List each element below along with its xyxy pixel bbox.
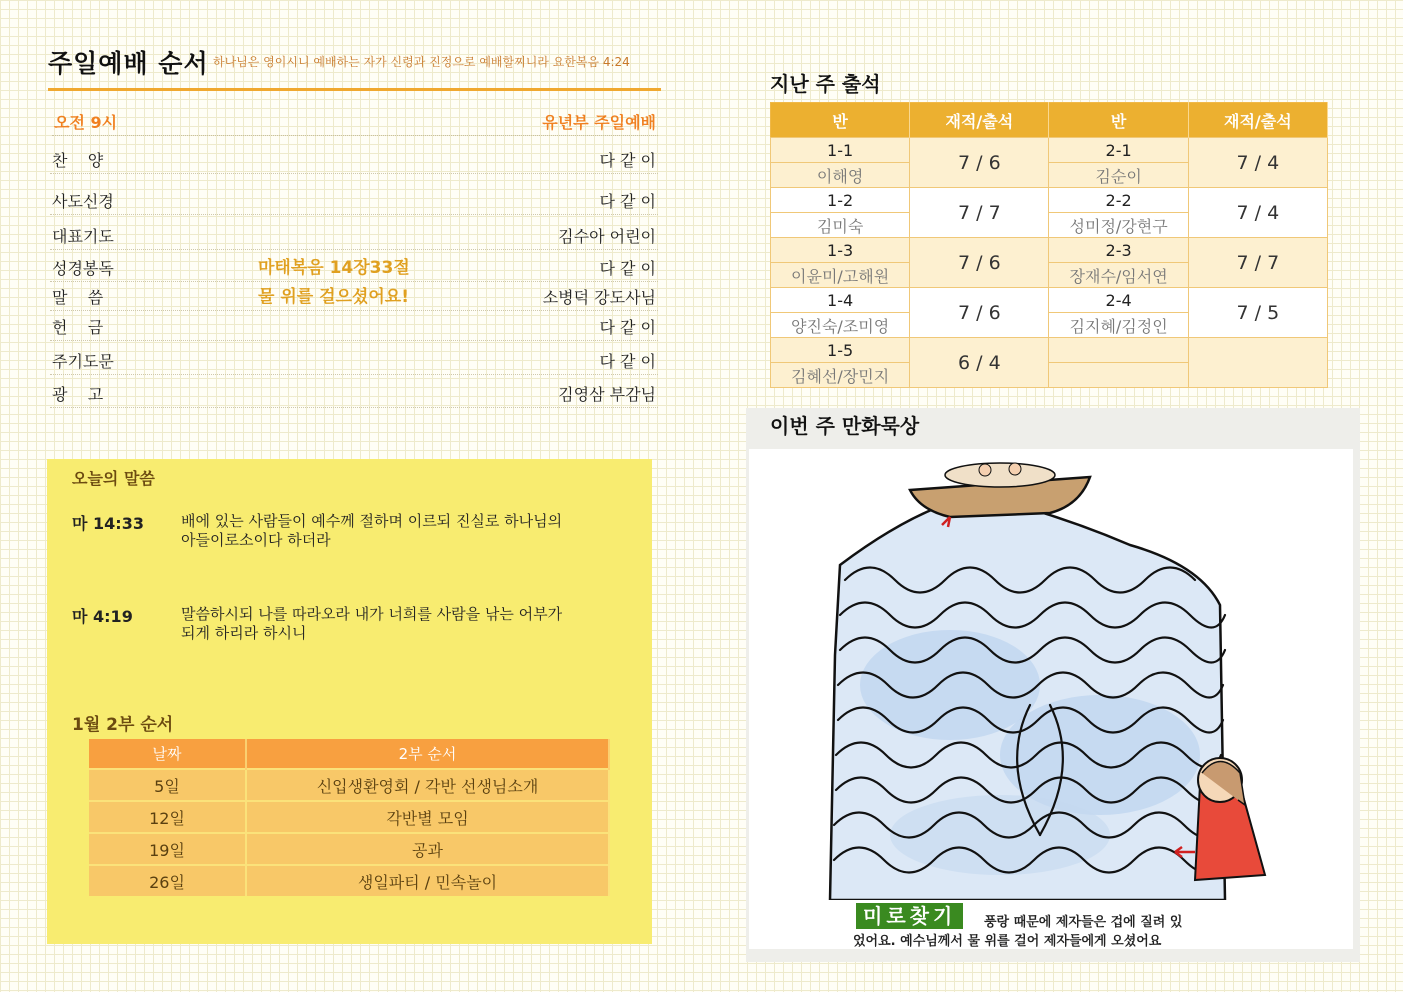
attendance-count: 7 / 7 — [1188, 238, 1327, 288]
order-row-offering — [50, 310, 658, 341]
maze-tag: 미로찾기 — [856, 903, 963, 929]
verse-text — [181, 512, 611, 550]
attendance-count: 7 / 5 — [1188, 288, 1327, 338]
attendance-count: 7 / 6 — [910, 138, 1049, 188]
schedule-date: 26일 — [89, 865, 246, 896]
schedule-table — [89, 739, 610, 896]
teacher-name: 김순이 — [1049, 163, 1188, 188]
verse-reference: 마 4:19 — [72, 607, 133, 626]
class-number: 1-2 — [771, 188, 910, 213]
teacher-name — [1049, 363, 1188, 388]
teacher-name: 김혜선/장민지 — [771, 363, 910, 388]
col-header-count: 재적/출석 — [910, 103, 1049, 138]
schedule-date: 5일 — [89, 769, 246, 801]
col-header-class: 반 — [771, 103, 910, 138]
verse-line: 배에 있는 사람들이 예수께 절하며 이르되 진실로 하나님의 — [181, 512, 563, 530]
teacher-name: 김미숙 — [771, 213, 910, 238]
title-block — [48, 40, 661, 91]
schedule-program: 각반별 모임 — [246, 801, 609, 833]
table-row — [771, 338, 1328, 363]
order-item-leader: 다 같 이 — [599, 151, 656, 170]
teacher-name: 장재수/임서연 — [1049, 263, 1188, 288]
table-row — [89, 865, 609, 896]
attendance-heading: 지난 주 출석 — [770, 72, 881, 96]
attendance-count: 7 / 6 — [910, 238, 1049, 288]
attendance-count: 6 / 4 — [910, 338, 1049, 388]
class-number: 2-3 — [1049, 238, 1188, 263]
schedule-heading: 1월 2부 순서 — [72, 715, 174, 735]
order-item-name: 성경봉독 — [52, 259, 114, 278]
teacher-name: 양진숙/조미영 — [771, 313, 910, 338]
order-item-name: 헌 금 — [52, 318, 104, 337]
class-number: 2-4 — [1049, 288, 1188, 313]
order-item-leader: 다 같 이 — [599, 318, 656, 337]
teacher-name: 이윤미/고해원 — [771, 263, 910, 288]
order-item-leader: 다 같 이 — [599, 259, 656, 278]
table-row — [771, 238, 1328, 263]
col-header-class: 반 — [1049, 103, 1188, 138]
class-number: 1-1 — [771, 138, 910, 163]
schedule-program: 신입생환영회 / 각반 선생님소개 — [246, 769, 609, 801]
table-row — [89, 769, 609, 801]
teacher-name: 성미정/강현구 — [1049, 213, 1188, 238]
order-row-prayer — [50, 219, 658, 250]
class-number: 2-1 — [1049, 138, 1188, 163]
service-time: 오전 9시 — [54, 113, 118, 132]
table-row — [771, 288, 1328, 313]
order-row-announcements — [50, 377, 658, 408]
cartoon-caption-line: 풍랑 때문에 제자들은 겁에 질려 있 — [984, 915, 1183, 930]
verse-line: 되게 하리라 하시니 — [181, 624, 307, 642]
class-number: 2-2 — [1049, 188, 1188, 213]
order-item-leader: 다 같 이 — [599, 192, 656, 211]
col-header-program: 2부 순서 — [246, 739, 609, 769]
cartoon-caption-line: 었어요. 예수님께서 물 위를 걸어 제자들에게 오셨어요 — [853, 934, 1162, 949]
table-row — [89, 801, 609, 833]
attendance-count: 7 / 4 — [1188, 188, 1327, 238]
order-row-sermon — [50, 280, 658, 311]
service-dept: 유년부 주일예배 — [542, 113, 656, 132]
schedule-date: 19일 — [89, 833, 246, 865]
service-header-row — [52, 107, 658, 136]
schedule-date: 12일 — [89, 801, 246, 833]
class-number — [1049, 338, 1188, 363]
verse-text — [181, 605, 611, 643]
teacher-name: 이해영 — [771, 163, 910, 188]
order-row-lords-prayer — [50, 344, 658, 375]
verse-reference: 마 14:33 — [72, 514, 144, 533]
cartoon-heading: 이번 주 만화묵상 — [770, 414, 920, 438]
order-row-creed — [50, 184, 658, 215]
table-row — [771, 188, 1328, 213]
attendance-count — [1188, 338, 1327, 388]
order-item-name: 말 씀 — [52, 288, 104, 307]
teacher-name: 김지혜/김정인 — [1049, 313, 1188, 338]
sermon-title: 물 위를 걸으셨어요! — [258, 287, 409, 307]
attendance-count: 7 / 7 — [910, 188, 1049, 238]
table-row — [771, 138, 1328, 163]
order-item-name: 사도신경 — [52, 192, 114, 211]
order-item-leader: 김영삼 부감님 — [558, 385, 656, 404]
class-number: 1-5 — [771, 338, 910, 363]
page-title: 주일예배 순서 — [48, 49, 209, 78]
maze-illustration — [800, 455, 1300, 900]
order-item-name: 찬 양 — [52, 151, 104, 170]
class-number: 1-4 — [771, 288, 910, 313]
verse-line: 아들이로소이다 하더라 — [181, 531, 331, 549]
order-item-name: 대표기도 — [52, 227, 114, 246]
scripture-reference: 마태복음 14장33절 — [258, 258, 410, 278]
boat-icon — [910, 463, 1090, 517]
verse-line: 말씀하시되 나를 따라오라 내가 너희를 사람을 낚는 어부가 — [181, 605, 563, 623]
attendance-header-row — [771, 103, 1328, 138]
order-item-name: 광 고 — [52, 385, 104, 404]
attendance-table — [770, 102, 1328, 388]
class-number: 1-3 — [771, 238, 910, 263]
order-item-leader: 다 같 이 — [599, 352, 656, 371]
schedule-program: 생일파티 / 민속놀이 — [246, 865, 609, 896]
col-header-date: 날짜 — [89, 739, 246, 769]
order-row-praise — [50, 143, 658, 174]
attendance-count: 7 / 4 — [1188, 138, 1327, 188]
order-item-name: 주기도문 — [52, 352, 114, 371]
order-row-scripture — [50, 251, 658, 282]
attendance-count: 7 / 6 — [910, 288, 1049, 338]
col-header-count: 재적/출석 — [1188, 103, 1327, 138]
order-item-leader: 김수아 어린이 — [558, 227, 656, 246]
table-row — [89, 833, 609, 865]
order-item-leader: 소병덕 강도사님 — [542, 288, 656, 307]
schedule-program: 공과 — [246, 833, 609, 865]
today-word-heading: 오늘의 말씀 — [72, 469, 155, 488]
jesus-figure-icon — [1195, 758, 1265, 880]
header-verse: 하나님은 영이시니 예배하는 자가 신령과 진정으로 예배할찌니라 요한복음 4:24 — [213, 55, 630, 69]
schedule-header-row — [89, 739, 609, 769]
